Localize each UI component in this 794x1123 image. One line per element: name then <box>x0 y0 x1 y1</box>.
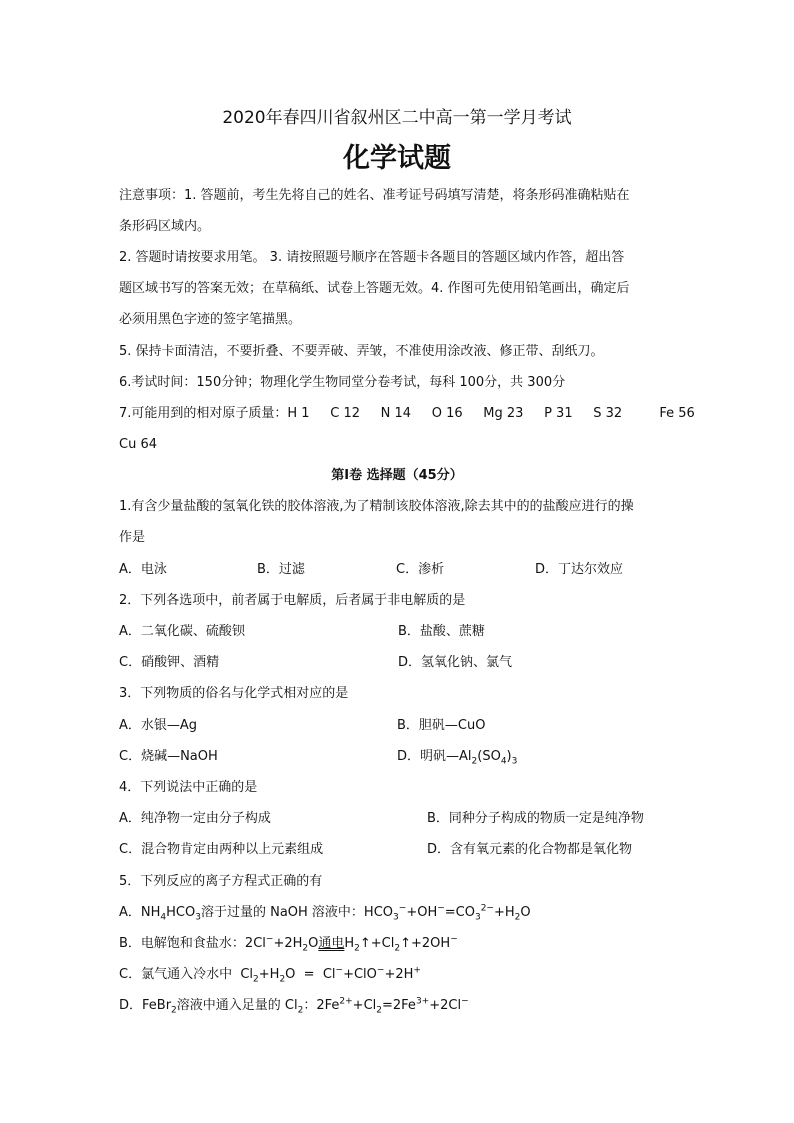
q1-option-d: D．丁达尔效应 <box>535 562 624 577</box>
q3-option-b: B．胆矾—CuO <box>397 718 486 733</box>
q2-option-a: A．二氧化碳、硫酸钡 <box>119 624 245 639</box>
note-2a: 2. 答题时请按要求用笔。 3. 请按照题号顺序在答题卡各题目的答题区域内作答，超出答 <box>119 250 625 265</box>
q4-option-c: C．混合物肯定由两种以上元素组成 <box>119 842 324 857</box>
q2-option-c: C．硝酸钾、酒精 <box>119 655 220 670</box>
q5-option-a: A．$NH_4HCO_3$溶于过量的 NaOH 溶液中：$HCO_3^-+OH^-=CO_3^{2-}+H_2O$ <box>119 903 531 923</box>
note-6: 6.考试时间：150分钟；物理化学生物同堂分卷考试，每科 100分，共 300分 <box>119 375 566 390</box>
note-5: 5. 保持卡面清洁，不要折叠、不要弄破、弄皱，不准使用涂改液、修正带、刮纸刀。 <box>119 344 604 359</box>
q5-option-b: B．电解饱和食盐水：$2Cl^-+2H_2O$通电$H_2↑+Cl_2↑+2OH^-$ <box>119 934 458 954</box>
q2-option-d: D．氢氧化钠、氯气 <box>398 655 513 670</box>
q5-option-c: C．氯气通入冷水中 $Cl_2+H_2O = Cl^-+ClO^-+2H^+$ <box>119 965 421 985</box>
q4-option-d: D．含有氧元素的化合物都是氧化物 <box>427 842 633 857</box>
q2-option-b: B．盐酸、蔗糖 <box>398 624 485 639</box>
q3-option-c: C．烧碱—NaOH <box>119 749 218 764</box>
note-7: 7.可能用到的相对原子质量：H 1 C 12 N 14 O 16 Mg 23 P 31 S 32 Fe 56 <box>119 406 695 421</box>
q1-stem-a: 1.有含少量盐酸的氢氧化铁的胶体溶液,为了精制该胶体溶液,除去其中的的盐酸应进行的操 <box>119 499 634 514</box>
section-title: 第Ⅰ卷 选择题（45分） <box>331 468 463 483</box>
q4-option-a: A．纯净物一定由分子构成 <box>119 811 271 826</box>
q3-option-a: A．水银—Ag <box>119 718 198 733</box>
q1-option-b: B．过滤 <box>257 562 305 577</box>
note-7b: Cu 64 <box>119 437 157 452</box>
subject-title: 化学试题 <box>343 143 451 174</box>
note-1a: 注意事项：1. 答题前，考生先将自己的姓名、准考证号码填写清楚，将条形码准确粘贴在 <box>119 188 630 203</box>
exam-title: 2020年春四川省叙州区二中高一第一学月考试 <box>222 108 572 128</box>
q3-option-d: D．明矾$—Al_2(SO_4)_3$ <box>397 749 518 767</box>
q4-option-b: B．同种分子构成的物质一定是纯净物 <box>427 811 644 826</box>
q2-stem: 2．下列各选项中，前者属于电解质，后者属于非电解质的是 <box>119 593 466 608</box>
note-2c: 必须用黑色字迹的签字笔描黑。 <box>119 312 302 327</box>
q1-option-a: A．电泳 <box>119 562 167 577</box>
q5-option-d: D．FeBr$_2$溶液中通入足量的 $Cl_2$：$2Fe^{2+}+Cl_2=2Fe^{3+}+2Cl^-$ <box>119 996 469 1016</box>
q4-stem: 4．下列说法中正确的是 <box>119 780 258 795</box>
q5-stem: 5．下列反应的离子方程式正确的有 <box>119 874 323 889</box>
note-1b: 条形码区域内。 <box>119 219 211 234</box>
q3-stem: 3．下列物质的俗名与化学式相对应的是 <box>119 686 349 701</box>
electrolysis-condition: 通电 <box>318 936 345 951</box>
note-2b: 题区域书写的答案无效；在草稿纸、试卷上答题无效。4. 作图可先使用铅笔画出，确定后 <box>119 281 630 296</box>
q1-stem-b: 作是 <box>119 530 146 545</box>
q1-option-c: C．渗析 <box>396 562 445 577</box>
